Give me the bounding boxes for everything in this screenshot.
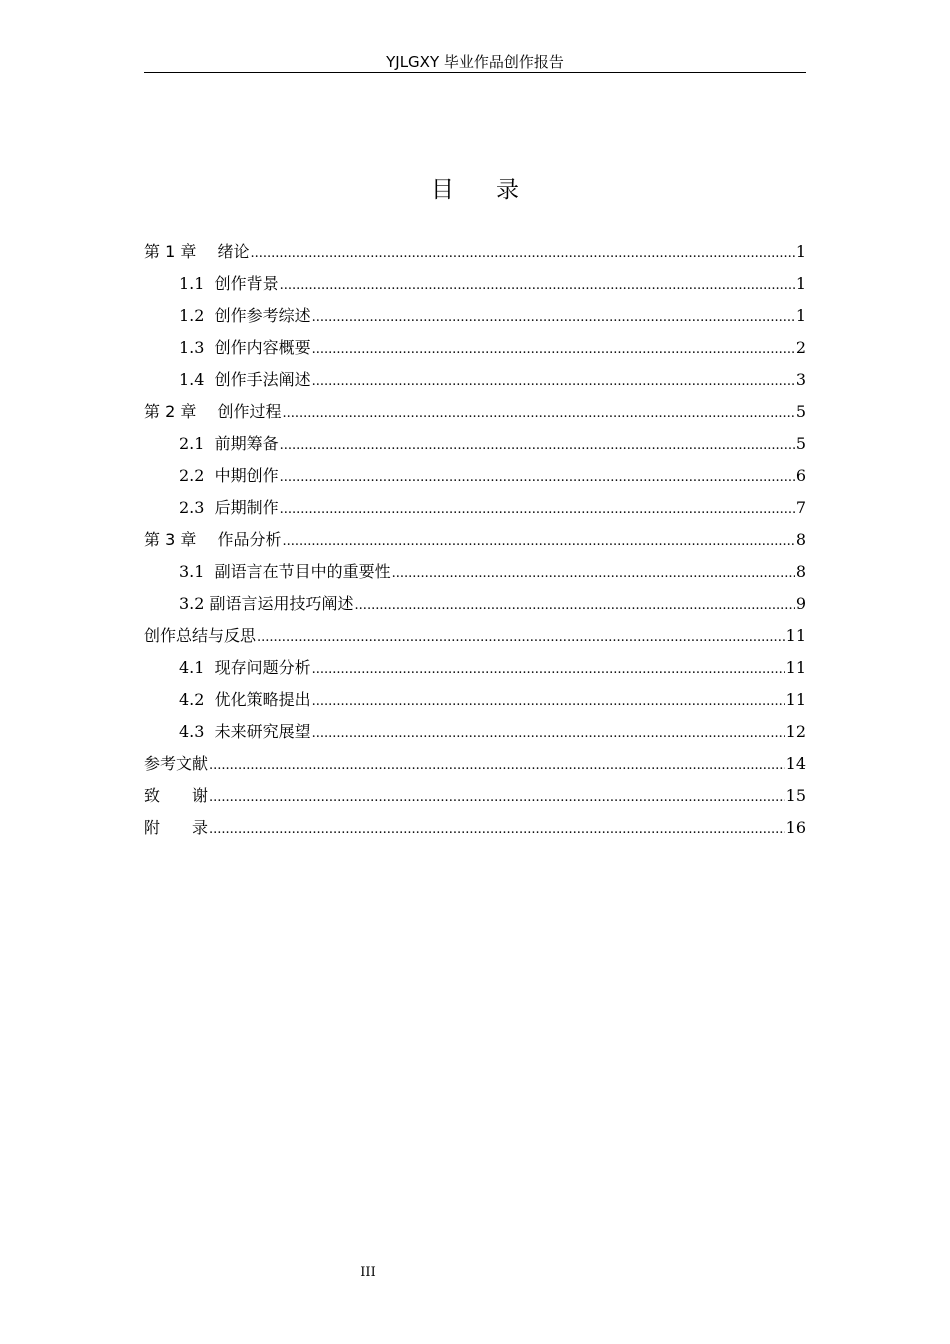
toc-leader-dots xyxy=(392,556,795,590)
toc-entry-label: 附 录 xyxy=(144,818,209,837)
toc-leader-dots xyxy=(312,364,795,398)
toc-entry-page: 15 xyxy=(785,786,806,805)
toc-entry-label: 2.3 后期制作 xyxy=(179,498,279,517)
toc-leader-dots xyxy=(209,780,785,814)
toc-entry-chapter[interactable] xyxy=(144,812,806,844)
toc-entry-label: 4.3 未来研究展望 xyxy=(179,722,311,741)
toc-entry-section[interactable] xyxy=(144,460,806,492)
toc-entry-label: 3.1 副语言在节目中的重要性 xyxy=(179,562,391,581)
toc-entry-label: 2.1 前期筹备 xyxy=(179,434,279,453)
toc-title-char-1: 目 xyxy=(431,177,454,203)
toc-entry-label: 1.2 创作参考综述 xyxy=(179,306,311,325)
toc-entry-label: 3.2 副语言运用技巧阐述 xyxy=(179,594,354,613)
toc-entry-section[interactable] xyxy=(144,364,806,396)
toc-entry-label: 1.3 创作内容概要 xyxy=(179,338,311,357)
toc-entry-page: 14 xyxy=(785,754,806,773)
toc-entry-page: 11 xyxy=(785,690,806,709)
toc-leader-dots xyxy=(312,332,795,366)
toc-leader-dots xyxy=(312,652,785,686)
toc-entry-section[interactable] xyxy=(144,428,806,460)
toc-leader-dots xyxy=(257,620,785,654)
toc-entry-label: 第 3 章 作品分析 xyxy=(144,530,282,549)
toc-entry-label: 第 1 章 绪论 xyxy=(144,242,250,261)
toc-entry-label: 创作总结与反思 xyxy=(144,626,257,645)
toc-leader-dots xyxy=(280,268,795,302)
toc-entry-label: 1.4 创作手法阐述 xyxy=(179,370,311,389)
toc-entry-chapter[interactable] xyxy=(144,396,806,428)
toc-entry-page: 5 xyxy=(795,402,806,421)
toc-title-char-2: 录 xyxy=(496,177,519,203)
toc-leader-dots xyxy=(312,684,785,718)
page-number: III xyxy=(360,1265,376,1280)
toc-entry-page: 16 xyxy=(785,818,806,837)
toc-entry-section[interactable] xyxy=(144,556,806,588)
toc-entry-label: 致 谢 xyxy=(144,786,209,805)
toc-entry-label: 4.2 优化策略提出 xyxy=(179,690,311,709)
toc-entry-chapter[interactable] xyxy=(144,780,806,812)
toc-entry-page: 3 xyxy=(795,370,806,389)
toc-entry-chapter[interactable] xyxy=(144,620,806,652)
toc-entry-page: 1 xyxy=(795,274,806,293)
page-header: YJLGXY 毕业作品创作报告 xyxy=(144,52,806,73)
toc-entry-section[interactable] xyxy=(144,684,806,716)
toc-entry-page: 8 xyxy=(795,562,806,581)
toc-leader-dots xyxy=(280,460,795,494)
toc-leader-dots xyxy=(282,524,794,558)
toc-leader-dots xyxy=(312,300,795,334)
toc-entry-section[interactable] xyxy=(144,332,806,364)
toc-entry-page: 2 xyxy=(795,338,806,357)
toc-entry-label: 参考文献 xyxy=(144,754,209,773)
toc-entry-label: 1.1 创作背景 xyxy=(179,274,279,293)
toc-title xyxy=(144,171,806,204)
toc-leader-dots xyxy=(312,716,785,750)
toc-entry-section[interactable] xyxy=(144,492,806,524)
toc-entry-page: 1 xyxy=(795,242,806,261)
toc-entry-label: 第 2 章 创作过程 xyxy=(144,402,282,421)
toc-entry-section[interactable] xyxy=(144,652,806,684)
toc-entry-page: 9 xyxy=(795,594,806,613)
toc-entry-page: 11 xyxy=(785,658,806,677)
toc-leader-dots xyxy=(209,812,785,846)
toc-entry-section[interactable] xyxy=(144,300,806,332)
toc-entry-section[interactable] xyxy=(144,268,806,300)
toc-leader-dots xyxy=(280,492,795,526)
toc-entry-section[interactable] xyxy=(144,588,806,620)
toc-entry-label: 4.1 现存问题分析 xyxy=(179,658,311,677)
toc-leader-dots xyxy=(280,428,795,462)
toc-entry-label: 2.2 中期创作 xyxy=(179,466,279,485)
toc-leader-dots xyxy=(355,588,795,622)
toc-leader-dots xyxy=(282,396,794,430)
toc-entry-chapter[interactable] xyxy=(144,524,806,556)
toc-entry-page: 11 xyxy=(785,626,806,645)
toc-entry-page: 1 xyxy=(795,306,806,325)
table-of-contents xyxy=(144,236,806,844)
toc-entry-page: 6 xyxy=(795,466,806,485)
toc-entry-chapter[interactable] xyxy=(144,748,806,780)
toc-leader-dots xyxy=(250,236,794,270)
toc-entry-page: 5 xyxy=(795,434,806,453)
toc-entry-page: 8 xyxy=(795,530,806,549)
toc-entry-page: 12 xyxy=(785,722,806,741)
toc-entry-page: 7 xyxy=(795,498,806,517)
toc-entry-chapter[interactable] xyxy=(144,236,806,268)
toc-leader-dots xyxy=(209,748,785,782)
toc-entry-section[interactable] xyxy=(144,716,806,748)
